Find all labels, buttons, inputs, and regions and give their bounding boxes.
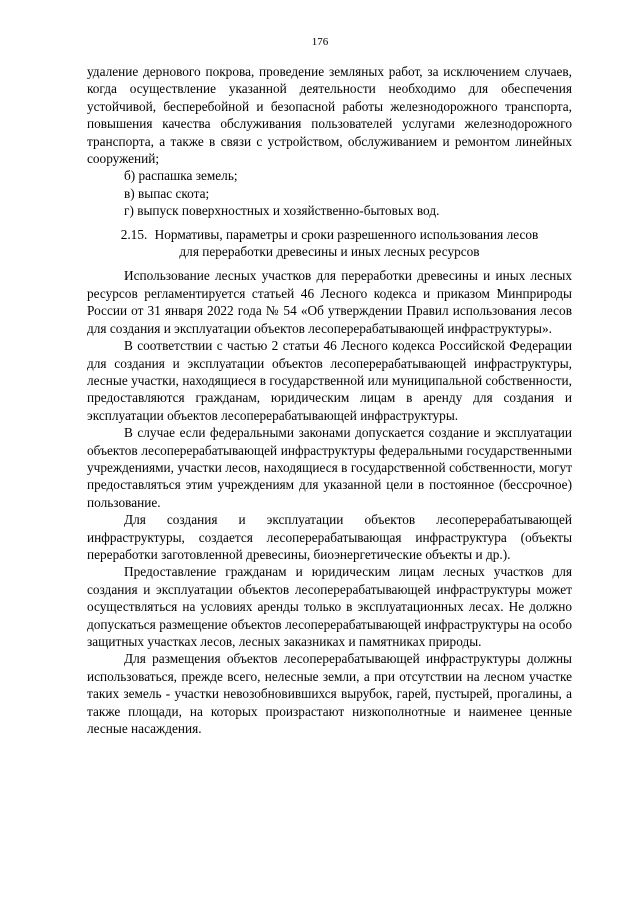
paragraph: Для размещения объектов лесоперерабатывающей инфраструктуры должны использоваться, прежде всего, нелесные земли, а при отсутствии на лесном участке таких земель - участки невозобновившихся вырубок, гарей, пустырей, прогалины, а также площади, на которых произрастают низкополнотные и наименее ценные лесные насаждения. xyxy=(87,651,572,737)
paragraph: В случае если федеральными законами допускается создание и эксплуатации объектов лесоперерабатывающей инфраструктуры федеральными государственными учреждениями, участки лесов, находящиеся в государственной собственности, могут предоставляться этим учреждениям для указанной цели в постоянное (бессрочное) пользование. xyxy=(87,425,572,510)
document-body xyxy=(87,63,572,737)
list-item: б) распашка земель; xyxy=(124,168,238,184)
paragraph: Использование лесных участков для переработки древесины и иных лесных ресурсов регламентируется статьей 46 Лесного кодекса и приказом Минприроды России от 31 января 2022 года № 54 «Об утверждении Правил использования лесов для создания и эксплуатации объектов лесоперерабатывающей инфраструктуры». xyxy=(87,268,572,336)
list-item: г) выпуск поверхностных и хозяйственно-бытовых вод. xyxy=(124,203,440,219)
paragraph: Для создания и эксплуатации объектов лесоперерабатывающей инфраструктуры, создается лесоперерабатывающая инфраструктура (объекты переработки заготовленной древесины, биоэнергетические объекты и др.). xyxy=(87,512,572,562)
section-heading xyxy=(87,226,572,261)
opening-paragraph: удаление дернового покрова, проведение земляных работ, за исключением случаев, когда осуществление указанной деятельности необходимо для обеспечения устойчивой, бесперебойной и безопасной работы железнодорожного транспорта, повышения качества обслуживания пользователей услугами железнодорожного транспорта, а также в связи с устройством, обслуживанием и ремонтом линейных сооружений; xyxy=(87,64,572,167)
section-number: 2.15. xyxy=(120,226,148,242)
list-item: в) выпас скота; xyxy=(124,185,210,201)
paragraph: Предоставление гражданам и юридическим лицам лесных участков для создания и эксплуатации объектов лесоперерабатывающей инфраструктуры может осуществляться на условиях аренды только в эксплуатационных лесах. Не должно допускаться размещение объектов лесоперерабатывающей инфраструктуры на особо защитных участках лесов, лесных заказниках и памятниках природы. xyxy=(87,564,572,649)
page-number: 176 xyxy=(311,36,329,48)
paragraph: В соответствии с частью 2 статьи 46 Лесного кодекса Российской Федерации для создания и эксплуатации объектов лесоперерабатывающей инфраструктуры, лесные участки, находящиеся в государственной или муниципальной собственности, предоставляются гражданам, юридическим лицам в аренду для создания и эксплуатации объектов лесоперерабатывающей инфраструктуры. xyxy=(87,338,572,423)
section-title: Нормативы, параметры и сроки разрешенного использования лесов для переработки древесины и иных лесных ресурсов xyxy=(154,226,539,260)
